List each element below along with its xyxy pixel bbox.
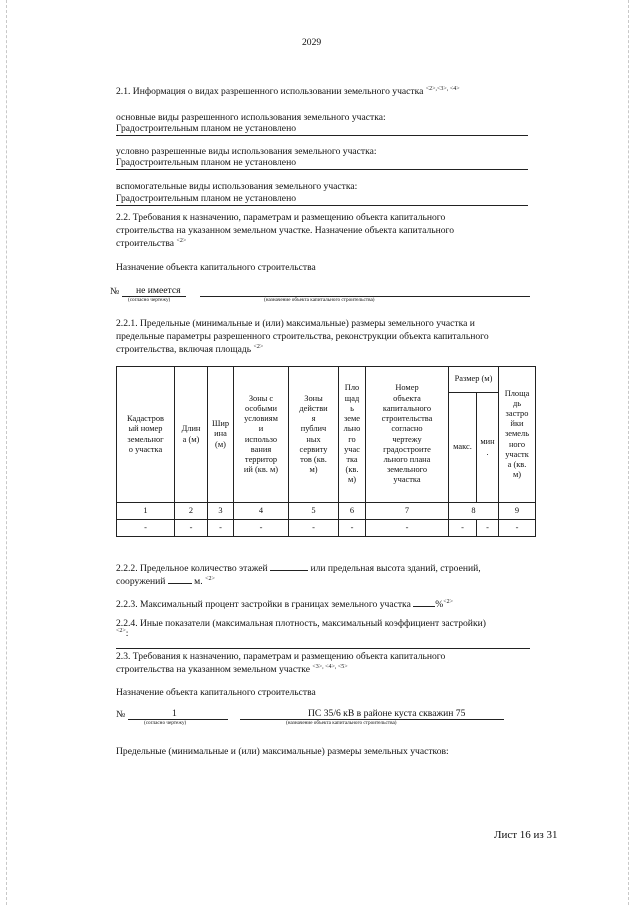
height-blank — [168, 574, 192, 584]
header-line: а (м) — [182, 434, 200, 444]
table-cell: - — [339, 520, 366, 537]
section-2-2-4: 2.2.4. Иные показатели (максимальная плотность, максимальный коэффициент застройки) — [116, 618, 486, 629]
caption-per-drawing-1: (согласно чертежу) — [128, 297, 171, 303]
percent-blank — [413, 597, 435, 607]
header-line: Зоны с — [248, 393, 274, 403]
section-2-2-line1: 2.2. Требования к назначению, параметрам и размещению объекта капитального — [116, 212, 446, 223]
header-line: объекта — [393, 393, 421, 403]
header-line: территор — [244, 454, 278, 464]
header-line: Длин — [181, 424, 201, 434]
header-line: йки — [510, 419, 524, 429]
caption-purpose-2: (назначение объекта капитального строительства) — [286, 720, 397, 726]
footnote-ref: <2>,<3>, <4> — [425, 85, 460, 92]
header-line: (кв. — [345, 465, 359, 475]
header-line: м) — [309, 465, 318, 475]
column-number-cell: 8 — [449, 503, 499, 520]
section-2-2-2-line2: сооружений м. $^{<2>}$ — [116, 575, 215, 587]
col-header-width — [208, 367, 234, 503]
object-purpose-2: ПС 35/6 кВ в районе куста скважин 75 — [308, 708, 466, 719]
conditional-uses-underline — [116, 169, 528, 170]
main-uses-label: основные виды разрешенного использования земельного участка: — [116, 112, 386, 123]
header-line: Пло — [344, 383, 360, 393]
col-header-servitude-zones — [289, 367, 339, 503]
header-line: Номер — [395, 383, 419, 393]
header-line: земельного — [386, 465, 428, 475]
section-2-2-1-line1: 2.2.1. Предельные (минимальные и (или) максимальные) размеры земельного участка и — [116, 318, 475, 329]
col-header-size-min — [477, 393, 499, 503]
header-line: . — [486, 447, 489, 457]
object-number-2: 1 — [172, 708, 177, 719]
header-line: условиям — [244, 414, 278, 424]
auxiliary-uses-value: Градостроительным планом не установлено — [116, 193, 296, 204]
header-line: Площа — [504, 388, 530, 398]
header-line: земе — [343, 414, 361, 424]
header-line: м) — [347, 475, 357, 485]
parameters-table — [116, 366, 536, 537]
header-line: а (кв. — [507, 460, 527, 469]
header-line: я — [311, 414, 316, 424]
column-number-cell: 6 — [339, 503, 366, 520]
col-header-built-area — [499, 367, 536, 503]
col-header-cadastral-number — [117, 367, 175, 503]
table-cell: - — [234, 520, 289, 537]
footnote-ref: <3>, <4>, <5> — [312, 663, 348, 670]
table-cell: - — [366, 520, 449, 537]
header-line: земель — [504, 429, 530, 439]
floors-blank — [270, 561, 308, 571]
no-sign-2: № — [116, 709, 126, 720]
column-number-cell: 1 — [117, 503, 175, 520]
header-line: льного плана — [383, 454, 431, 464]
section-2-2-line2: строительства на указанном земельном участке. Назначение объекта капитального — [116, 225, 455, 236]
header-line: Шир — [211, 419, 230, 429]
purpose-heading-2: Назначение объекта капитального строительства — [116, 687, 316, 698]
header-line: использо — [244, 434, 278, 444]
header-line: щад — [344, 393, 360, 403]
header-line: чертежу — [392, 434, 422, 444]
col-header-special-zones — [234, 367, 289, 503]
header-line: тка — [346, 454, 358, 464]
column-number-cell: 9 — [499, 503, 536, 520]
header-line: мин — [480, 437, 495, 447]
scan-edge-left — [6, 0, 8, 905]
header-line: о участка — [128, 444, 163, 454]
header-line: действи — [299, 403, 328, 413]
column-number-cell: 3 — [208, 503, 234, 520]
footnote-ref: <2> — [116, 627, 126, 634]
header-line: застро — [505, 408, 529, 418]
table-row — [117, 520, 536, 537]
sheet-counter: Лист 16 из 31 — [494, 829, 558, 841]
header-line: ного — [508, 439, 526, 449]
col-header-size: Размер (м) — [449, 367, 499, 393]
caption-purpose-1: (назначение объекта капитального строительства) — [264, 297, 375, 303]
table-cell: - — [499, 520, 536, 537]
conditional-uses-value: Градостроительным планом не установлено — [116, 157, 296, 168]
section-2-2-4-note: $^{<2>}$: — [116, 627, 129, 639]
table-cell: - — [175, 520, 208, 537]
header-line: особыми — [245, 403, 277, 413]
header-line: (м) — [215, 439, 226, 449]
col-header-size-max: макс. — [449, 393, 477, 503]
header-line: ина — [214, 429, 227, 439]
table-cell: - — [477, 520, 499, 537]
header-line: капитального — [382, 403, 432, 413]
footnote-ref: <2> — [253, 343, 264, 350]
section-2-3-line1: 2.3. Требования к назначению, параметрам и размещению объекта капитального — [116, 651, 446, 662]
auxiliary-uses-label: вспомогательные виды использования земельного участка: — [116, 181, 358, 192]
header-line: участка — [393, 475, 421, 485]
header-line: дь — [512, 398, 522, 408]
footnote-ref: <2> — [443, 598, 454, 605]
header-line: строительства — [381, 414, 433, 424]
purpose-heading-1: Назначение объекта капитального строительства — [116, 262, 316, 273]
table-cell: - — [208, 520, 234, 537]
table-cell: - — [449, 520, 477, 537]
section-2-2-1-line3: строительства, включая площадь $^{<2>}$ — [116, 343, 264, 355]
section-2-2-4-underline — [116, 648, 530, 649]
main-uses-value: Градостроительным планом не установлено — [116, 123, 296, 134]
header-line: и — [258, 424, 264, 434]
footnote-ref: <2> — [205, 575, 215, 582]
main-uses-underline — [116, 135, 528, 136]
section-2-2-2-line1: 2.2.2. Предельное количество этажей или предельная высота зданий, строений, — [116, 563, 481, 574]
table-cell: - — [117, 520, 175, 537]
header-line: льно — [343, 424, 361, 434]
object-number-1: не имеется — [136, 285, 181, 296]
header-line: ий (кв. м) — [243, 465, 279, 475]
column-number-cell: 4 — [234, 503, 289, 520]
auxiliary-uses-underline — [116, 205, 528, 206]
column-number-row — [117, 503, 536, 520]
section-2-2-1-line2: предельные параметры разрешенного строительства, реконструкции объекта капитального — [116, 331, 489, 342]
section-2-2-line3: строительства $^{<2>}$ — [116, 237, 187, 249]
header-line: Зоны — [304, 393, 323, 403]
column-number-cell: 7 — [366, 503, 449, 520]
column-number-cell: 5 — [289, 503, 339, 520]
limits-heading: Предельные (минимальные и (или) максимальные) размеры земельных участков: — [116, 746, 449, 757]
footnote-ref: <2> — [176, 237, 187, 244]
header-line: земельног — [127, 434, 164, 444]
page-number: 2029 — [302, 37, 322, 48]
section-2-2-3: 2.2.3. Максимальный процент застройки в границах земельного участка %$^{<2>}$ — [116, 598, 454, 610]
header-line: го — [348, 434, 356, 444]
table-cell: - — [289, 520, 339, 537]
section-2-3-line2: строительства на указанном земельном участке $^{<3>, <4>, <5>}$ — [116, 663, 348, 675]
header-line: м) — [512, 470, 522, 480]
header-line: ый номер — [128, 424, 163, 434]
header-line: ь — [350, 403, 354, 413]
col-header-length — [175, 367, 208, 503]
header-line: ных — [306, 434, 321, 444]
caption-per-drawing-2: (согласно чертежу) — [144, 720, 187, 726]
no-sign-1: № — [110, 286, 120, 297]
col-header-object-number — [366, 367, 449, 503]
header-line: учас — [344, 444, 360, 454]
col-header-land-area — [339, 367, 366, 503]
header-line: вания — [250, 444, 272, 454]
conditional-uses-label: условно разрешенные виды использования земельного участка: — [116, 146, 377, 157]
header-line: сервиту — [299, 444, 328, 454]
header-line: тов (кв. — [300, 454, 327, 464]
column-number-cell: 2 — [175, 503, 208, 520]
header-line: участк — [505, 449, 529, 459]
scan-edge-right — [628, 0, 630, 905]
header-line: публич — [300, 424, 327, 434]
header-line: согласно — [391, 424, 423, 434]
header-line: градостроите — [383, 444, 431, 454]
header-line: Кадастров — [127, 414, 164, 424]
section-2-1-title: 2.1. Информация о видах разрешенного использовании земельного участка $^{<2>,<3>, <4>}$ — [116, 85, 460, 97]
